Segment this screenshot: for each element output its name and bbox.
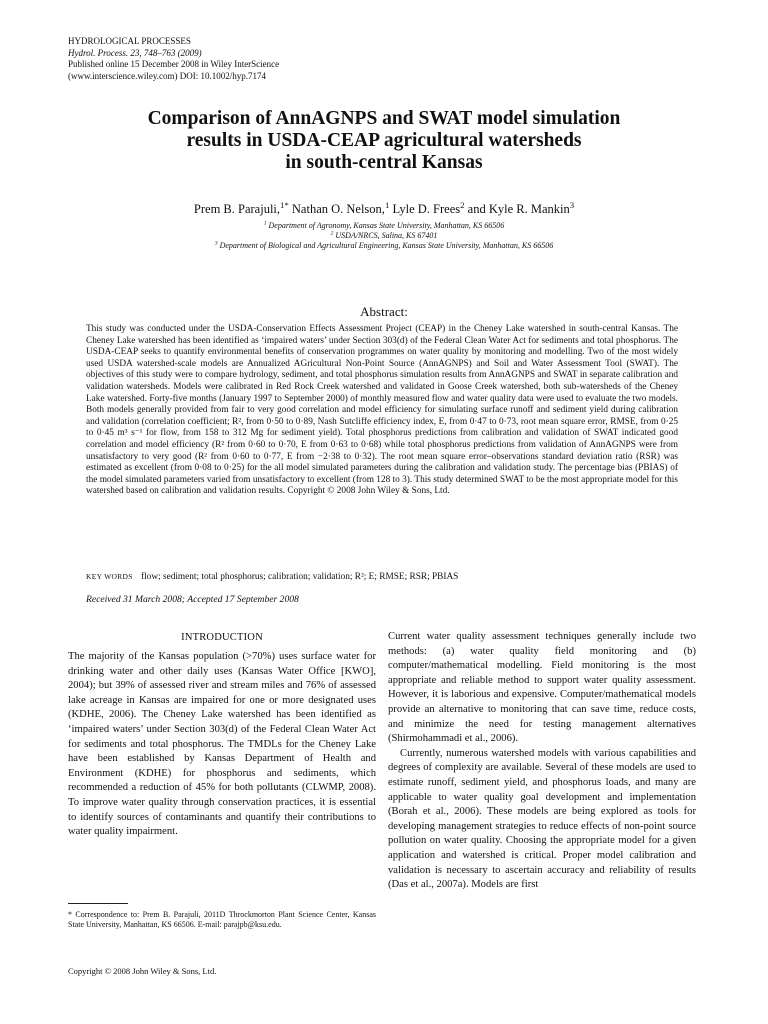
footnote-divider xyxy=(68,903,128,904)
journal-name: HYDROLOGICAL PROCESSES xyxy=(68,36,191,46)
author-name: Nathan O. Nelson, xyxy=(288,202,385,216)
affiliations xyxy=(60,221,708,251)
section-heading-introduction: INTRODUCTION xyxy=(181,632,263,643)
affiliation-mark: 3 xyxy=(569,199,575,210)
author-name: Prem B. Parajuli, xyxy=(193,202,281,216)
page-copyright: Copyright © 2008 John Wiley & Sons, Ltd. xyxy=(68,966,217,976)
keywords xyxy=(86,572,458,582)
publication-info: Published online 15 December 2008 in Wiley InterScience xyxy=(68,59,280,69)
affiliation-mark: 3 xyxy=(214,240,218,247)
affiliation-mark: 2 xyxy=(460,199,465,210)
affiliation-text: USDA/NRCS, Salina, KS 67401 xyxy=(335,231,438,240)
intro-paragraph-left: The majority of the Kansas population (>70%) uses surface water for drinking water and other daily uses (Kansas Water Office [KWO], 2004); but 39% of assessed river and stream miles and 76% of assessed lake acreage in Kansas are impaired for one or more designated uses (KDHE, 2006). The Cheney Lake watershed has been identified as ‘impaired waters’ under Section 303(d) of the Federal Clean Water Act for sediments and total phosphorus. The TMDLs for the Cheney Lake have been established by Kansas Department of Health and Environment (KDHE) for phosphorus and sediments, which recommended a reduction of 45% for both pollutants (CLWMP, 2008). To improve water quality through conservation practices, it is essential to identify sources of contaminants and quantify their contributions to water quality impairment. xyxy=(68,651,376,838)
affiliation-mark: 1 xyxy=(263,220,267,227)
journal-citation: Hydrol. Process. 23, 748–763 (2009) xyxy=(68,47,202,58)
author-name: Lyle D. Frees xyxy=(389,202,461,216)
correspondence-footnote: * Correspondence to: Prem B. Parajuli, 2011D Throckmorton Plant Science Center, Kansas State University, Manhattan, KS 66506. E-mail: parajpb@ksu.edu. xyxy=(68,910,376,930)
received-dates: Received 31 March 2008; Accepted 17 September 2008 xyxy=(86,594,299,605)
intro-paragraph: Currently, numerous watershed models with various capabilities and degrees of complexity are available. Several of these models are used to estimate runoff, sediment yield, and phosphorus loads, and many are applicable to water quality goal development and implementation (Borah et al., 2006). These models are being explored as tools for developing management strategies to reduce effects of non-point source pollution on water quality. Choosing the appropriate model for a given application and watershed is critical. Proper model calibration and validation is necessary to ascertain accuracy and reliability of results (Das et al., 2007a). Models are first xyxy=(388,747,696,891)
affiliation-text: Department of Agronomy, Kansas State University, Manhattan, KS 66506 xyxy=(268,221,505,230)
author-name: and Kyle R. Mankin xyxy=(464,202,570,216)
affiliation-mark: 1* xyxy=(280,199,289,210)
author-list xyxy=(60,199,708,217)
journal-header xyxy=(68,36,279,82)
title-line-1: Comparison of AnnAGNPS and SWAT model simulation xyxy=(147,108,621,129)
paper-title xyxy=(60,108,708,174)
keywords-text: flow; sediment; total phosphorus; calibration; validation; R²; E; RMSE; RSR; PBIAS xyxy=(141,572,459,582)
affiliation-line xyxy=(60,241,708,251)
affiliation-mark: 2 xyxy=(330,230,334,237)
doi-line: (www.interscience.wiley.com) DOI: 10.1002/hyp.7174 xyxy=(68,70,267,81)
intro-column-right xyxy=(388,630,696,893)
affiliation-line xyxy=(60,221,708,231)
affiliation-mark: 1 xyxy=(384,199,390,210)
affiliation-line xyxy=(60,231,708,241)
intro-paragraph: Current water quality assessment techniques generally include two methods: (a) water quality field monitoring and (b) computer/mathematical modelling. Field monitoring is the most appropriate and reliable method to support water quality assessment. However, it is laborious and expensive. Computer/mathematical models provide an alternative to monitoring that can save time, reduce costs, and minimize the need for testing management alternatives (Shirmohammadi et al., 2006). xyxy=(388,631,696,745)
title-line-2: results in USDA-CEAP agricultural watersheds xyxy=(186,130,582,151)
abstract-body: This study was conducted under the USDA-Conservation Effects Assessment Project (CEAP) in the Cheney Lake watershed in south-central Kansas. The Cheney Lake watershed has been identified as ‘impaired waters’ under Section 303(d) of the Federal Clean Water Act for sediments and total phosphorus. The USDA-CEAP seeks to quantify environmental benefits of conservation programmes on water quality by monitoring and modelling. Two of the most widely used USDA watershed-scale models are Annualized AGricultural Non-Point Source (AnnAGNPS) and Soil and Water Assessment Tool (SWAT). The objectives of this study were to compare hydrology, sediment, and total phosphorus simulation results from AnnAGNPS and SWAT in separate calibration and validation watersheds. Models were calibrated in Red Rock Creek watershed and validated in Goose Creek watershed, both sub-watersheds of the Cheney Lake watershed. Forty-five months (January 1997 to September 2000) of monthly measured flow and water quality data were used to evaluate the two models. Both models generally provided from fair to very good correlation and model efficiency for simulating surface runoff and sediment yield during calibration and validation (correlation coefficient; R², from 0·50 to 0·89, Nash Sutcliffe efficiency index, E, from 0·47 to 0·73, root mean square error, RMSE, from 0·25 to 0·45 m³ s⁻¹ for flow, from 158 to 312 Mg for sediment yield). Total phosphorus predictions from calibration and validation of SWAT indicated good correlation and model efficiency (R² from 0·60 to 0·70, E from 0·63 to 0·68) while total phosphorus predictions from validation of AnnAGNPS were from unsatisfactory to very good (R² from 0·60 to 0·77, E from −2·38 to 0·32). The root mean square error–observations standard deviation ratio (RSR) was estimated as excellent (from 0·08 to 0·25) for the all model simulated parameters during the calibration and validation study. The percentage bias (PBIAS) of the model simulated parameters varied from unsatisfactory to excellent (from 128 to 3). This study determined SWAT to be the most appropriate model for this watershed based on calibration and validation results. Copyright © 2008 John Wiley & Sons, Ltd. xyxy=(86,324,678,497)
affiliation-text: Department of Biological and Agricultural Engineering, Kansas State University, Manhattan, KS 66506 xyxy=(219,241,554,250)
abstract-heading: Abstract: xyxy=(360,304,408,319)
title-line-3: in south-central Kansas xyxy=(285,152,483,173)
keywords-label: KEY WORDS xyxy=(86,572,133,581)
